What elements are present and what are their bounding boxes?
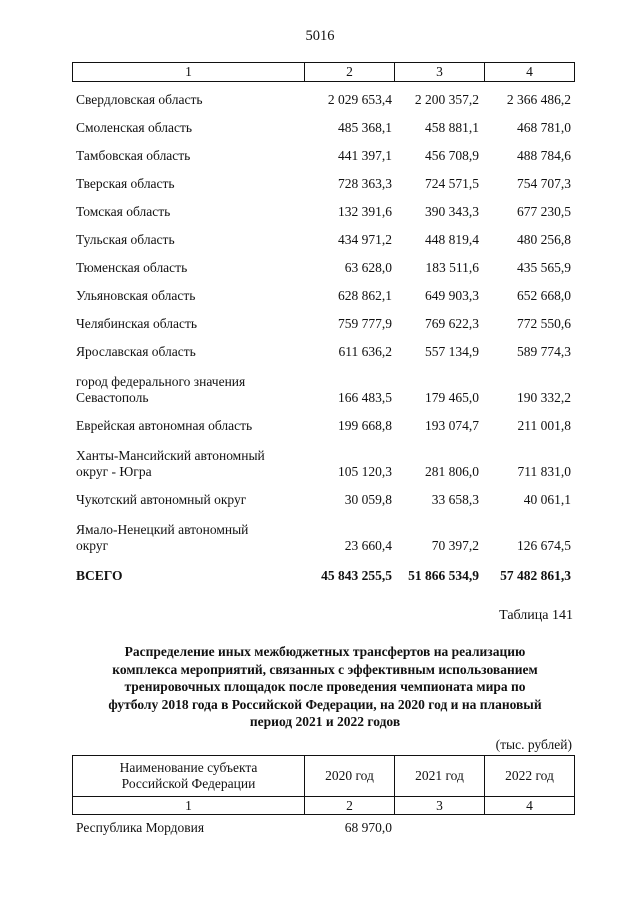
col-number-3: 3 xyxy=(395,63,485,82)
value-2020: 132 391,6 xyxy=(338,204,392,219)
total-2020: 45 843 255,5 xyxy=(321,568,392,583)
table1-column-number-header xyxy=(72,62,575,82)
value-2021: 33 658,3 xyxy=(431,492,479,507)
value-2020: 628 862,1 xyxy=(338,288,392,303)
value-2020: 434 971,2 xyxy=(338,232,392,247)
col-number-1: 1 xyxy=(73,797,305,815)
value-2020: 63 628,0 xyxy=(344,260,392,275)
value-2021: 456 708,9 xyxy=(425,148,479,163)
region-name: Тюменская область xyxy=(76,260,188,275)
col-number-4: 4 xyxy=(485,63,575,82)
table-row xyxy=(76,820,574,836)
table-row xyxy=(76,434,574,480)
region-name: Ярославская область xyxy=(76,344,196,359)
table-title xyxy=(76,643,574,731)
value-2021: 448 819,4 xyxy=(425,232,479,247)
table-row xyxy=(76,332,574,360)
header-2022: 2022 год xyxy=(485,756,575,797)
table-row xyxy=(76,108,574,136)
table-row xyxy=(76,276,574,304)
value-2021: 70 397,2 xyxy=(431,538,479,553)
value-2022: 190 332,2 xyxy=(517,390,571,405)
col-number-2: 2 xyxy=(305,797,395,815)
value-2020: 23 660,4 xyxy=(344,538,392,553)
value-2021: 2 200 357,2 xyxy=(414,92,479,107)
table-row xyxy=(76,248,574,276)
region-name-line2: Севастополь xyxy=(76,390,149,405)
region-name xyxy=(76,374,302,406)
value-2020: 759 777,9 xyxy=(338,316,392,331)
title-line: Распределение иных межбюджетных трансфертов на реализацию xyxy=(124,644,526,659)
value-2020: 728 363,3 xyxy=(338,176,392,191)
region-name: Тамбовская область xyxy=(76,148,191,163)
region-name-line2: округ xyxy=(76,538,109,553)
header-subject-line2: Российской Федерации xyxy=(121,776,256,791)
value-2021: 649 903,3 xyxy=(425,288,479,303)
region-name: Тверская область xyxy=(76,176,175,191)
region-name-line1: город федерального значения xyxy=(76,374,246,389)
value-2022: 488 784,6 xyxy=(517,148,571,163)
col-number-4: 4 xyxy=(485,797,575,815)
region-name: Еврейская автономная область xyxy=(76,418,253,433)
table-row xyxy=(76,508,574,554)
region-name: Свердловская область xyxy=(76,92,203,107)
value-2020: 30 059,8 xyxy=(344,492,392,507)
header-2021: 2021 год xyxy=(395,756,485,797)
title-line: футболу 2018 года в Российской Федерации, на 2020 год и на плановый xyxy=(108,696,542,712)
value-2020: 2 029 653,4 xyxy=(327,92,392,107)
value-2020: 68 970,0 xyxy=(344,820,392,835)
table-row xyxy=(76,480,574,508)
region-name: Чукотский автономный округ xyxy=(76,492,247,507)
table-row xyxy=(76,406,574,434)
total-2022: 57 482 861,3 xyxy=(500,568,571,583)
col-number-2: 2 xyxy=(305,63,395,82)
value-2020: 166 483,5 xyxy=(338,390,392,405)
table1-body xyxy=(76,86,574,584)
value-2022: 435 565,9 xyxy=(517,260,571,275)
total-row xyxy=(76,554,574,584)
page-number: 5016 xyxy=(305,28,335,44)
table-row xyxy=(76,192,574,220)
region-name: Челябинская область xyxy=(76,316,198,331)
region-name-line1: Ханты-Мансийский автономный xyxy=(76,448,265,463)
value-2022: 2 366 486,2 xyxy=(506,92,571,107)
value-2022: 40 061,1 xyxy=(523,492,571,507)
value-2020: 105 120,3 xyxy=(338,464,392,479)
col-number-1: 1 xyxy=(73,63,305,82)
value-2021: 557 134,9 xyxy=(425,344,479,359)
table-row xyxy=(76,220,574,248)
region-name: Ульяновская область xyxy=(76,288,196,303)
value-2021: 281 806,0 xyxy=(425,464,479,479)
value-2021: 193 074,7 xyxy=(425,418,479,433)
value-2022: 480 256,8 xyxy=(517,232,571,247)
title-line: комплекса мероприятий, связанных с эффективным использованием xyxy=(112,661,538,677)
value-2022: 589 774,3 xyxy=(517,344,571,359)
header-subject-line1: Наименование субъекта xyxy=(119,760,258,775)
region-name-line1: Ямало-Ненецкий автономный xyxy=(76,522,249,537)
table-label: Таблица 141 xyxy=(499,608,573,623)
table-row xyxy=(76,164,574,192)
total-label: ВСЕГО xyxy=(76,568,123,583)
value-2021: 179 465,0 xyxy=(425,390,479,405)
table-row xyxy=(76,360,574,406)
col-number-3: 3 xyxy=(395,797,485,815)
table-row xyxy=(76,86,574,108)
table-row xyxy=(76,136,574,164)
units-label: (тыс. рублей) xyxy=(495,737,572,752)
region-name: Томская область xyxy=(76,204,171,219)
title-line: период 2021 и 2022 годов xyxy=(249,714,401,729)
value-2020: 611 636,2 xyxy=(338,344,392,359)
value-2022: 711 831,0 xyxy=(517,464,571,479)
value-2020: 441 397,1 xyxy=(338,148,392,163)
region-name: Республика Мордовия xyxy=(76,820,205,835)
value-2020: 199 668,8 xyxy=(338,418,392,433)
total-2021: 51 866 534,9 xyxy=(408,568,479,583)
value-2022: 772 550,6 xyxy=(517,316,571,331)
value-2022: 677 230,5 xyxy=(517,204,571,219)
region-name xyxy=(76,522,302,554)
header-subject-name xyxy=(73,756,305,797)
value-2021: 183 511,6 xyxy=(425,260,479,275)
header-2020: 2020 год xyxy=(305,756,395,797)
value-2022: 468 781,0 xyxy=(517,120,571,135)
value-2021: 458 881,1 xyxy=(425,120,479,135)
title-line: тренировочных площадок после проведения чемпионата мира по xyxy=(124,679,526,694)
value-2022: 652 668,0 xyxy=(517,288,571,303)
value-2020: 485 368,1 xyxy=(338,120,392,135)
value-2021: 390 343,3 xyxy=(425,204,479,219)
value-2022: 754 707,3 xyxy=(517,176,571,191)
table-row xyxy=(76,304,574,332)
value-2021: 769 622,3 xyxy=(425,316,479,331)
table2-header xyxy=(72,755,575,815)
value-2022: 126 674,5 xyxy=(517,538,571,553)
value-2022: 211 001,8 xyxy=(517,418,571,433)
value-2021: 724 571,5 xyxy=(425,176,479,191)
region-name-line2: округ - Югра xyxy=(76,464,152,479)
region-name: Тульская область xyxy=(76,232,175,247)
region-name xyxy=(76,448,302,480)
region-name: Смоленская область xyxy=(76,120,193,135)
